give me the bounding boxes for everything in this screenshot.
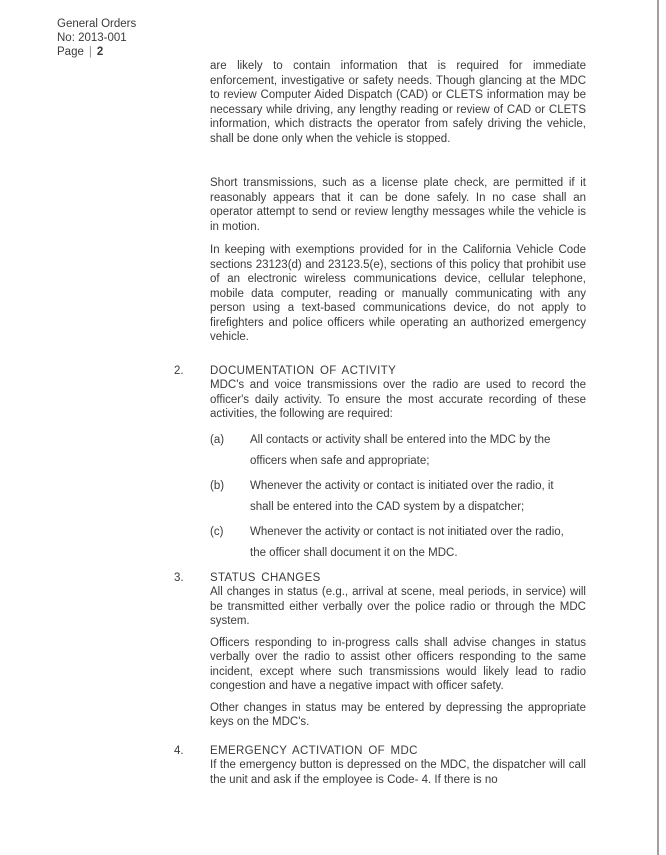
list-item-a: [210, 430, 586, 472]
list-item-b-text: Whenever the activity or contact is initiated over the radio, it shall be entered into the CAD system by a dispatcher;: [250, 479, 554, 513]
list-item-b: [210, 476, 586, 518]
section-2-title: DOCUMENTATION OF ACTIVITY: [210, 364, 397, 377]
section-2-number: 2.: [174, 364, 184, 377]
header-number-line: No: 2013-001: [57, 32, 127, 44]
document-body: [174, 59, 586, 787]
section-2-heading: [174, 364, 586, 379]
section-3-paragraph-2: Officers responding to in-progress calls shall advise changes in status verbally over the radio to assist other officers responding to the same incident, except where such transmissions would likely lead to radio congestion and have a negative impact with officer safety.: [210, 636, 586, 692]
page-separator: |: [88, 46, 92, 58]
section-3-paragraph-1: All changes in status (e.g., arrival at scene, meal periods, in service) will be transmitted either verbally over the police radio or through the MDC system.: [210, 586, 586, 627]
page-number: 2: [96, 46, 104, 58]
list-item-b-label: (b): [210, 479, 225, 492]
intro-paragraph-1: are likely to contain information that is required for immediate enforcement, investigative or safety needs. Though glancing at the MDC to review Computer Aided Dispatch (CAD) or CLETS information may be necessary while driving, any lengthy reading or review of CAD or CLETS information, which distracts the operator from safely driving the vehicle, shall be done only when the vehicle is stopped.: [210, 60, 586, 145]
page-edge-scan-line: [657, 0, 659, 855]
section-4-heading: [174, 744, 586, 759]
list-item-a-text: All contacts or activity shall be entered into the MDC by the officers when safe and appropriate;: [250, 433, 551, 467]
section-4-number: 4.: [174, 744, 184, 757]
section-3-paragraph-3: Other changes in status may be entered by depressing the appropriate keys on the MDC's.: [210, 701, 586, 728]
section-4-title: EMERGENCY ACTIVATION OF MDC: [210, 744, 418, 757]
list-item-a-label: (a): [210, 433, 225, 446]
list-item-c-text: Whenever the activity or contact is not initiated over the radio, the officer shall document it on the MDC.: [250, 525, 564, 559]
page-header: [57, 17, 136, 59]
intro-paragraph-3: In keeping with exemptions provided for in the California Vehicle Code sections 23123(d) and 23123.5(e), sections of this policy that prohibit use of an electronic wireless communications device, cellular telephone, mobile data computer, reading or manually communicating with any person using a text-based communications device, do not apply to firefighters and police officers while operating an authorized emergency vehicle.: [210, 244, 586, 343]
header-org-line: General Orders: [57, 18, 137, 30]
section-4-paragraph-1: If the emergency button is depressed on the MDC, the dispatcher will call the unit and ask if the employee is Code- 4. If there is no: [210, 759, 586, 786]
section-3-title: STATUS CHANGES: [210, 571, 321, 584]
list-item-c-label: (c): [210, 525, 224, 538]
section-3-number: 3.: [174, 571, 184, 584]
header-page-row: [57, 45, 136, 59]
section-2-paragraph-1: MDC's and voice transmissions over the radio are used to record the officer's daily activity. To ensure the most accurate recording of these activities, the following are required:: [210, 379, 586, 420]
section-3-heading: [174, 571, 586, 586]
list-item-c: [210, 522, 586, 564]
page-label: Page: [57, 46, 84, 58]
intro-paragraph-2: Short transmissions, such as a license plate check, are permitted if it reasonably appears that it can be done safely. In no case shall an operator attempt to send or review lengthy messages while the vehicle is in motion.: [210, 177, 586, 233]
